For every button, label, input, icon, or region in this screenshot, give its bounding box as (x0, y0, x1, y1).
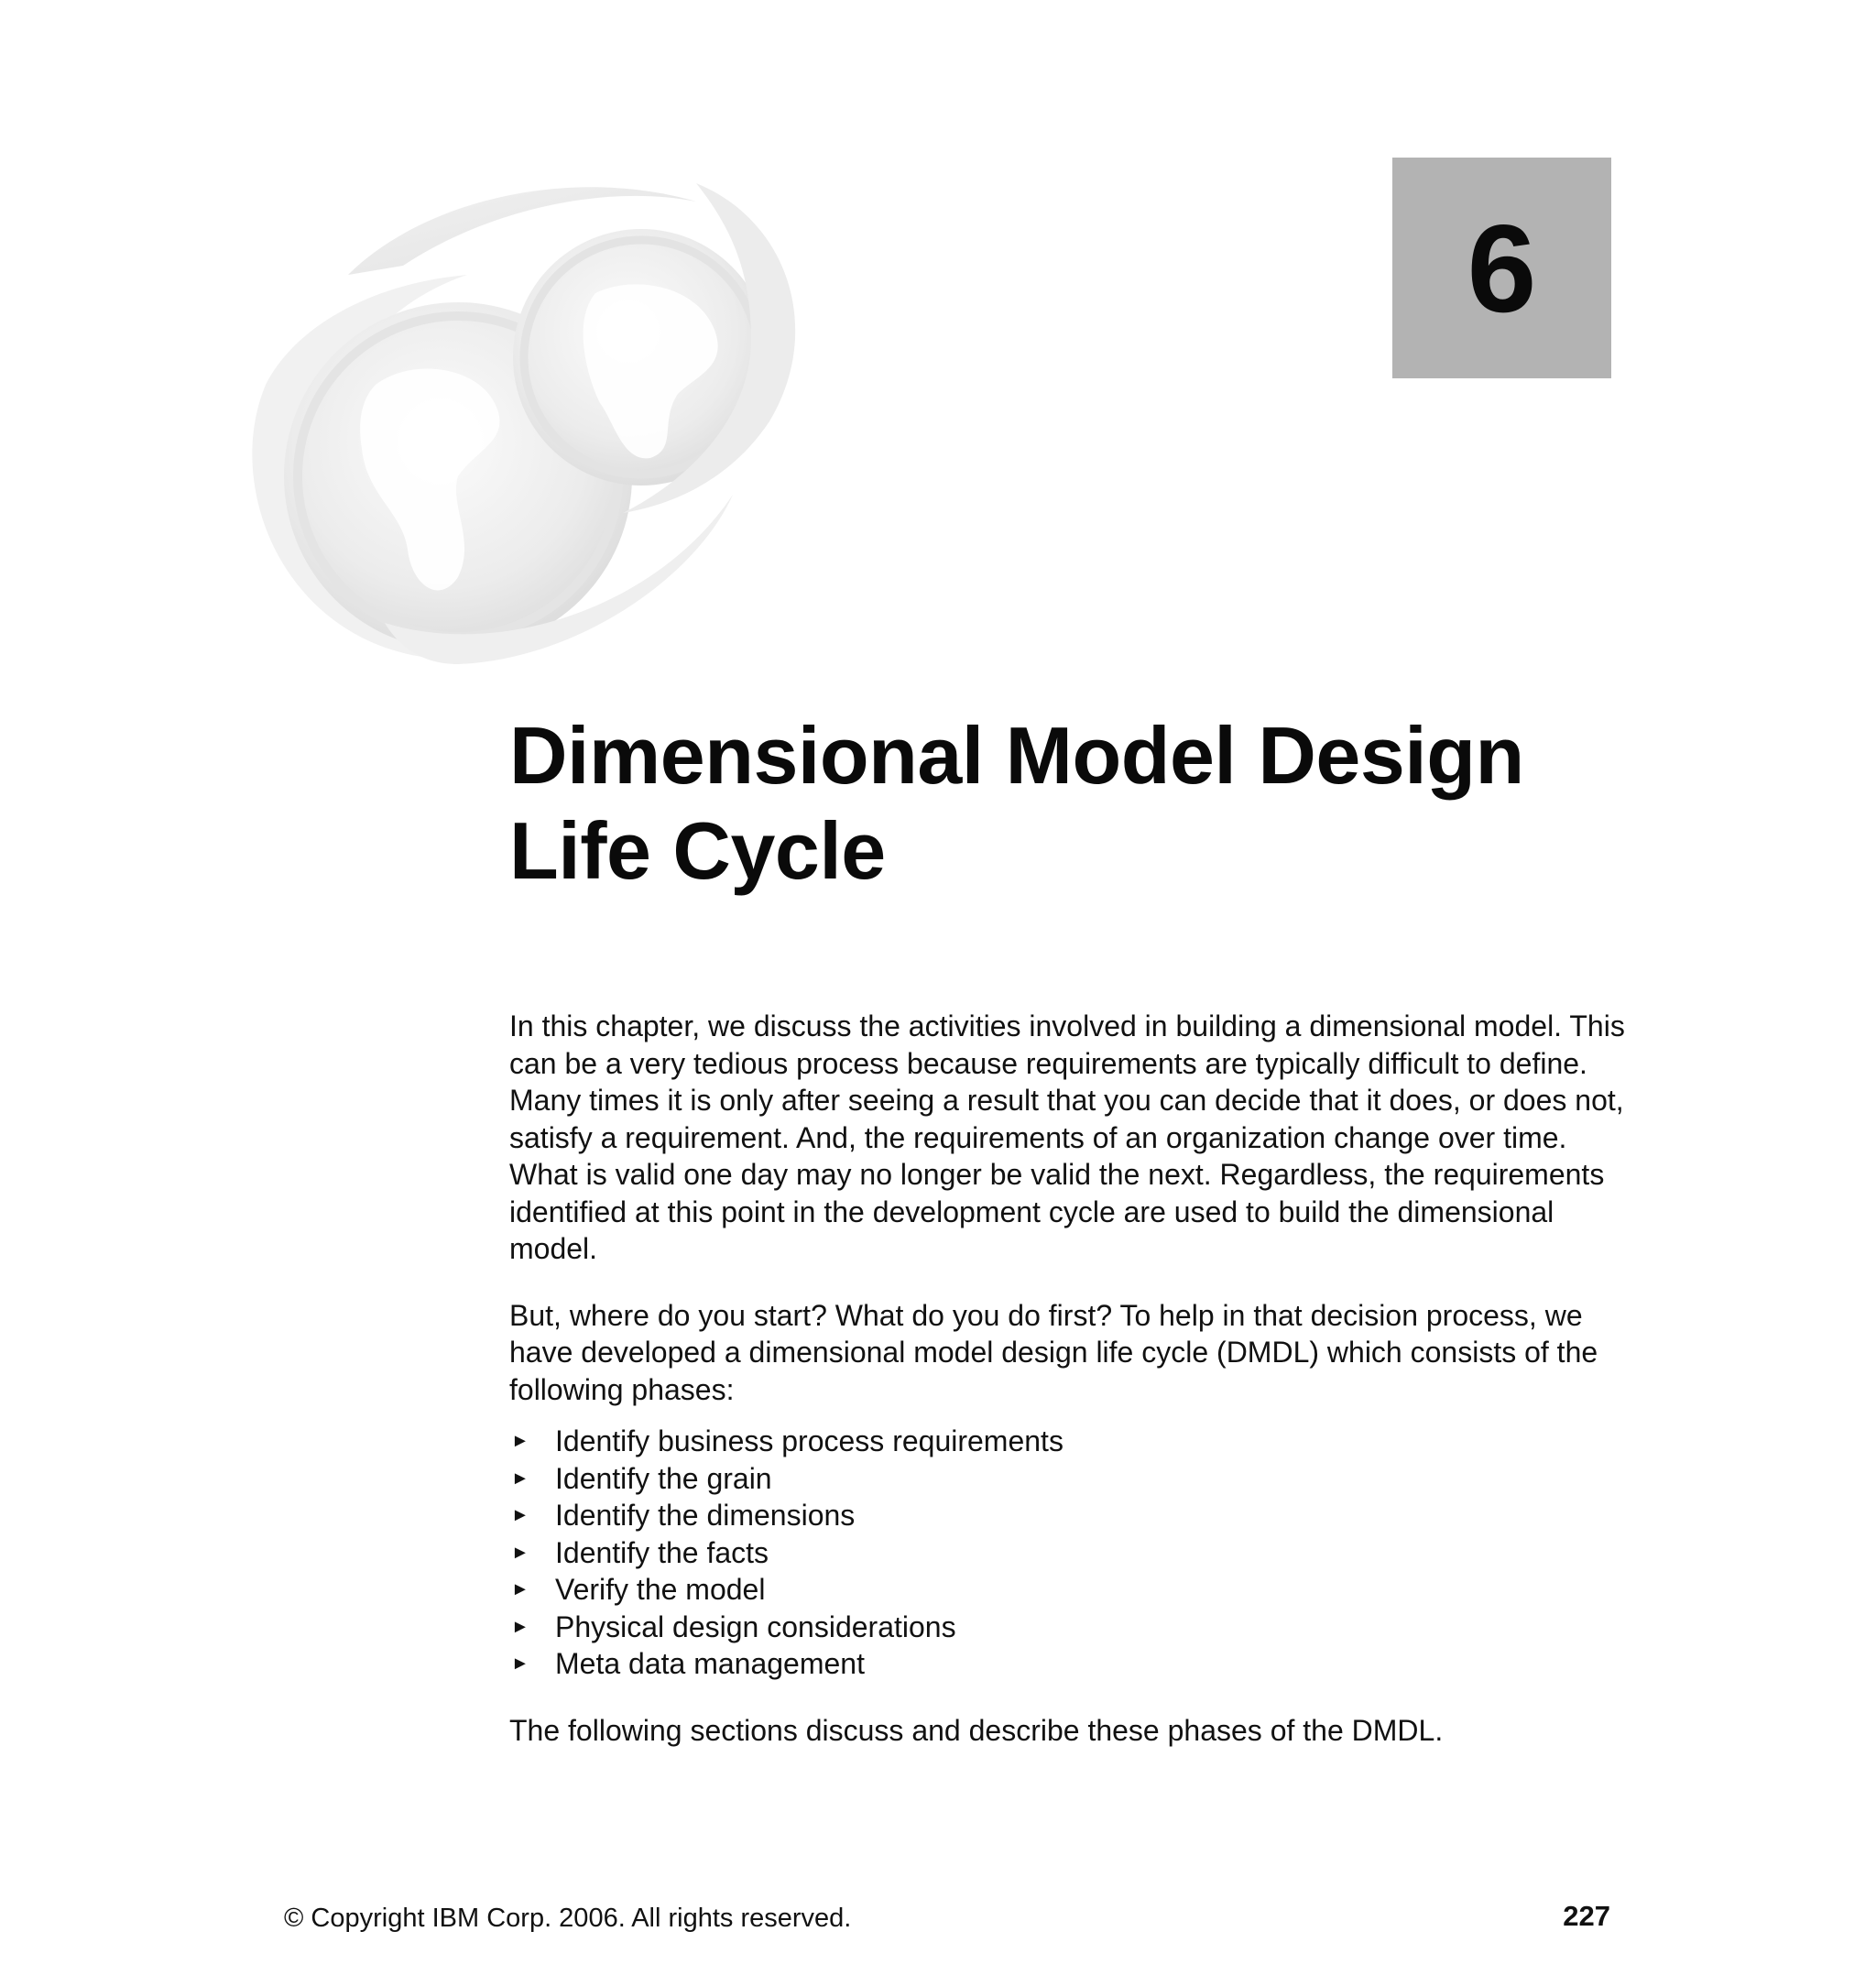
closing-paragraph: The following sections discuss and describe these phases of the DMDL. (509, 1713, 1444, 1747)
chapter-number-box (1392, 158, 1611, 378)
list-item (509, 1423, 1627, 1460)
chapter-title-line-1: Dimensional Model Design (509, 710, 1524, 801)
list-item-label: Identify the facts (555, 1535, 769, 1569)
triangle-bullet-icon: ► (511, 1616, 529, 1637)
list-item-label: Identify the grain (555, 1461, 772, 1495)
list-item (509, 1645, 1627, 1683)
copyright-notice: © Copyright IBM Corp. 2006. All rights reserved. (284, 1904, 852, 1933)
phases-intro-paragraph: But, where do you start? What do you do first? To help in that decision process, we have developed a dimensional model design life cycle (DMDL) which consists of the following phases: (509, 1298, 1598, 1406)
triangle-bullet-icon: ► (511, 1653, 529, 1674)
triangle-bullet-icon: ► (511, 1542, 529, 1563)
triangle-bullet-icon: ► (511, 1468, 529, 1489)
list-item-label: Identify the dimensions (555, 1499, 856, 1532)
list-item (509, 1609, 1627, 1646)
triangle-bullet-icon: ► (511, 1579, 529, 1599)
list-item-label: Physical design considerations (555, 1610, 956, 1643)
chapter-body (509, 1008, 1627, 1749)
page-number: 227 (1563, 1900, 1610, 1932)
list-item (509, 1534, 1627, 1572)
chapter-title-line-2: Life Cycle (509, 805, 886, 896)
list-item-label: Verify the model (555, 1573, 766, 1606)
globe-swirl-watermark-icon (183, 147, 843, 678)
chapter-number: 6 (1467, 198, 1537, 338)
chapter-title (509, 708, 1524, 899)
triangle-bullet-icon: ► (511, 1431, 529, 1451)
list-item-label: Meta data management (555, 1647, 865, 1680)
list-item (509, 1460, 1627, 1498)
intro-paragraph: In this chapter, we discuss the activities involved in building a dimensional model. This can be a very tedious process because requirements are typically difficult to define. Many times it is only after seeing a result that you can decide that it does, or does not, satisfy a requirement. And, the requirements of an organization change over time. What is valid one day may no longer be valid the next. Regardless, the requirements identified at this point in the development cycle are used to build the dimensional model. (509, 1009, 1625, 1265)
phases-list (509, 1423, 1627, 1683)
list-item (509, 1497, 1627, 1534)
list-item-label: Identify business process requirements (555, 1424, 1063, 1457)
list-item (509, 1571, 1627, 1609)
triangle-bullet-icon: ► (511, 1505, 529, 1525)
